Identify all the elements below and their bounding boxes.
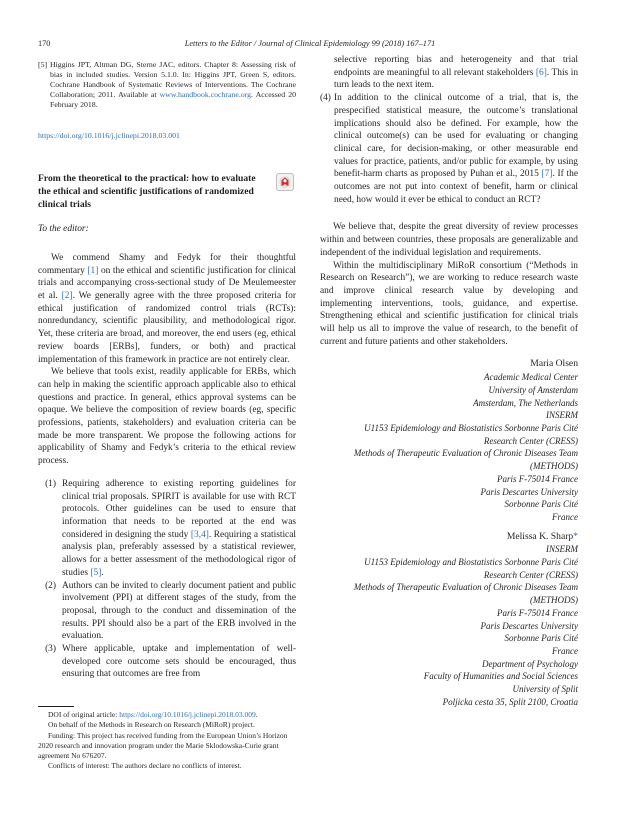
footnote-label: DOI of original article: xyxy=(48,710,120,719)
action-list xyxy=(38,478,296,681)
item-number: (3) xyxy=(45,644,56,655)
list-item xyxy=(38,580,296,644)
text-run: . We generally agree with the three proposed criteria for ethical justification of randomized control trials (RCTs): nonredundancy, scientific plausibility, and methodological rigor. Yet, these criteria are broad, and moreover, the end users (eg, ethical review boards [ERBs], funders, or both) and practical implementation of this framework in practice are not entirely clear. xyxy=(38,291,296,365)
item-number-blank xyxy=(320,54,334,92)
original-article-doi-link[interactable]: https://doi.org/10.1016/j.jclinepi.2018.03.009 xyxy=(119,710,256,719)
text-run: . Requiring a statistical analysis plan, preferably assessed by a statistical reviewer, allows for a better assessment of the methodological rigor of studies xyxy=(62,529,296,578)
running-title: Letters to the Editor / Journal of Clinical Epidemiology 99 (2018) 167–171 xyxy=(184,39,436,48)
right-column xyxy=(320,54,578,708)
list-item xyxy=(38,643,296,681)
reference-tail: . Accessed 20 February 2018. xyxy=(50,89,296,109)
paragraph-1 xyxy=(38,252,296,366)
paragraph-3: We believe that, despite the great diversity of review processes within and between countries, these proposals are generalizable and independent of the individual legislation and requirements. xyxy=(320,222,578,258)
reference-text: Higgins JPT, Altman DG, Sterne JAC, editors. Chapter 8: Assessing risk of bias in included studies. Version 5.1.0. In: Higgins JPT, Green S, editors. Cochrane Handbook of Systematic Reviews of Interventions. The Cochrane Collaboration; 2011. Available at xyxy=(50,60,296,99)
text-run: . This in turn leads to the next item. xyxy=(334,67,579,91)
item-text: Authors can be invited to clearly document patient and public involvement (PPI) at different stages of the study, from the proposal, through to the conduct and dissemination of the results. PPI should also be a part of the ERB involved in the evaluation. xyxy=(62,580,296,642)
text-run: on the ethical and scientific justification for clinical trials and accompanying cross-sectional study of De Meulemeester et al. xyxy=(38,265,296,302)
affiliation: Research Center (CRESS) xyxy=(483,569,578,580)
left-column xyxy=(38,60,296,681)
text-run: In addition to the clinical outcome of a trial, that is, the prespecified statistical measure, the outcome’s translational implications should also be defined. For example, how the clinical outcome(s) can be used for evaluating or changing clinical care, for decision-making, or other measurable end values for practice, patients, and/or public for example, by using benefit-harm charts as proposed by Puhan et al., 2015 xyxy=(334,93,578,180)
affiliation: Department of Psychology xyxy=(482,658,578,669)
affiliation: University of Amsterdam xyxy=(488,384,578,395)
affiliation: Amsterdam, The Netherlands xyxy=(473,397,578,408)
footnote-conflicts: Conflicts of interest: The authors declare no conflicts of interest. xyxy=(48,761,242,771)
affiliation: INSERM xyxy=(546,410,578,421)
list-item xyxy=(320,92,578,206)
affiliation: Research Center (CRESS) xyxy=(483,435,578,446)
footnote-divider xyxy=(38,706,74,707)
item-text xyxy=(334,54,578,92)
corresponding-author-link[interactable]: * xyxy=(573,530,578,542)
affiliation: Methods of Therapeutic Evaluation of Chronic Diseases Team xyxy=(353,582,578,593)
text-run: selective reporting bias and heterogeneity and that trial endpoints are meaningful to all relevant stakeholders xyxy=(334,55,578,78)
paragraph-2: We believe that tools exist, readily applicable for ERBs, which can help in making the scientific approach applicable also to ethical questions and practice. In general, ethics approval systems can be opaque. We believe the composition of review boards (eg, specific professions, patients, stakeholders) and evaluation criteria can be made be more transparent. We propose the following actions for applicability of Shamy and Fedyk’s criteria to the ethical review process. xyxy=(38,367,296,467)
footnote-doi: DOI of original article: https://doi.org/10.1016/j.jclinepi.2018.03.009. xyxy=(48,710,258,719)
spacer xyxy=(320,206,578,221)
affiliation: (METHODS) xyxy=(530,461,578,472)
footnote-funding: Funding: This project has received funding from the European Union’s Horizon 2020 research and innovation program under the Marie Sklodowska-Curie grant agreement No 676207. xyxy=(38,730,288,761)
citation-link[interactable]: [2] xyxy=(61,291,73,302)
item-number: (4) xyxy=(320,93,331,104)
author-name-text: Melissa K. Sharp xyxy=(506,530,574,542)
author-name: Maria Olsen xyxy=(530,358,578,370)
article-title xyxy=(38,172,296,211)
footnotes xyxy=(38,710,298,772)
reference-5 xyxy=(38,60,296,110)
affiliation: France xyxy=(552,645,578,656)
affiliation: Paris Descartes University xyxy=(480,486,578,497)
item-number: (1) xyxy=(45,478,56,489)
text-run: . If the outcomes are not put into context of benefit, harm or clinical need, how would it ever be ethical to conduct an RCT? xyxy=(334,169,578,205)
list-item-continued xyxy=(320,54,578,92)
affiliation: Poljicka cesta 35, Split 2100, Croatia xyxy=(442,696,578,707)
citation-link[interactable]: [1] xyxy=(87,265,99,276)
article-title-text: From the theoretical to the practical: how to evaluate the ethical and scientific justifications of randomized clinical trials xyxy=(38,173,256,211)
affiliation: Sorbonne Paris Cité xyxy=(504,499,578,510)
affiliation: Academic Medical Center xyxy=(484,372,578,383)
reference-body xyxy=(50,60,296,110)
paragraph-4: Within the multidisciplinary MiRoR consortium (“Methods in Research on Research”), we are working to reduce research waste and improve clinical research value by developing and implementing interventions, tools, guidance, and expertise. Strengthening ethical and scientific justification for clinical trials will help us all to improve the value of research, to the benefit of current and future patients and other stakeholders. xyxy=(320,260,578,347)
item-text xyxy=(62,478,296,580)
affiliation: Sorbonne Paris Cité xyxy=(504,633,578,644)
handbook-link[interactable]: www.handbook.cochrane.org xyxy=(159,89,252,99)
citation-link[interactable]: [5] xyxy=(90,567,102,578)
affiliation: Methods of Therapeutic Evaluation of Chronic Diseases Team xyxy=(353,448,578,459)
citation-link[interactable]: [7] xyxy=(541,169,553,180)
item-text: Where applicable, uptake and implementation of well-developed core outcome sets should be encouraged, thus ensuring that outcomes are free from xyxy=(62,644,296,680)
list-item xyxy=(38,478,296,580)
spacer xyxy=(320,524,578,531)
text-run: . xyxy=(101,567,104,578)
footnote-behalf: On behalf of the Methods in Research on Research (MiRoR) project. xyxy=(48,720,255,730)
running-header xyxy=(36,39,584,53)
page-number: 170 xyxy=(38,39,51,48)
affiliation: France xyxy=(552,511,578,522)
affiliation: Faculty of Humanities and Social Sciences xyxy=(423,671,578,682)
affiliation: Paris F-75014 France xyxy=(497,473,578,484)
affiliation: (METHODS) xyxy=(530,595,578,606)
reference-number: [5] xyxy=(38,60,48,69)
action-list-continued xyxy=(320,54,578,206)
affiliation: University of Split xyxy=(512,684,578,695)
text-run: Requiring adherence to existing reporting guidelines for clinical trial proposals. SPIRIT is available for use with RCT protocols. Other guidelines can be used to ensure that information that needs to be reported at the end was considered in designing the study xyxy=(62,478,296,540)
author-name xyxy=(320,531,578,544)
affiliation: U1153 Epidemiology and Biostatistics Sorbonne Paris Cité xyxy=(364,422,578,433)
citation-link[interactable]: [6] xyxy=(535,67,547,78)
item-number: (2) xyxy=(45,580,56,591)
salutation: To the editor: xyxy=(38,224,89,235)
text-run: We commend Shamy and Fedyk for their thoughtful commentary xyxy=(38,252,296,276)
affiliation: U1153 Epidemiology and Biostatistics Sorbonne Paris Cité xyxy=(364,557,578,568)
doi-link[interactable]: https://doi.org/10.1016/j.jclinepi.2018.03.001 xyxy=(38,130,180,140)
author-signature-1 xyxy=(320,358,578,708)
affiliation: Paris Descartes University xyxy=(480,620,578,631)
citation-link[interactable]: [3,4] xyxy=(190,529,209,540)
affiliation: INSERM xyxy=(546,544,578,555)
article-doi[interactable] xyxy=(38,130,296,143)
item-text xyxy=(334,92,578,206)
affiliation: Paris F-75014 France xyxy=(497,607,578,618)
crossmark-icon[interactable] xyxy=(276,173,294,191)
